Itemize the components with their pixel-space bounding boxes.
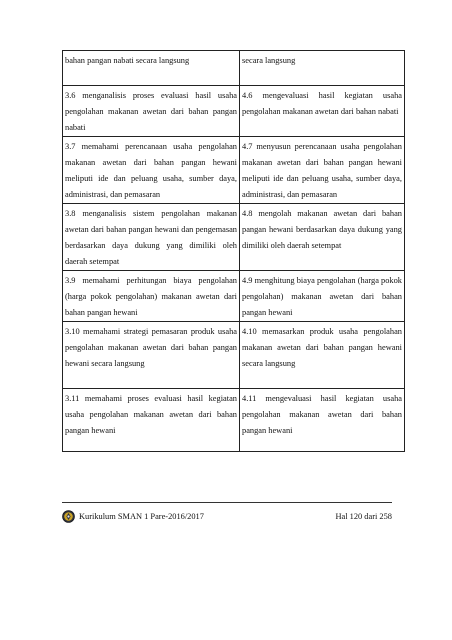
- table-row: [63, 51, 405, 86]
- cell-text: 4.7 menyusun perencanaan usaha pengolahan makanan awetan dari bahan pangan hewani meliputi ide dan peluang usaha, sumber daya, administrasi, dan pemasaran: [242, 142, 402, 199]
- cell-text: 3.7 memahami perencanaan usaha pengolahan makanan awetan dari bahan pangan hewani meliputi ide dan peluang usaha, sumber daya, administrasi, dan pemasaran: [65, 142, 237, 199]
- table-row: [63, 271, 405, 322]
- competency-table: [62, 50, 405, 452]
- page-footer: [62, 509, 392, 525]
- cell-text: bahan pangan nabati secara langsung: [65, 56, 190, 65]
- table-row: [63, 322, 405, 389]
- cell-text: 4.6 mengevaluasi hasil kegiatan usaha pengolahan makanan awetan dari bahan nabati: [242, 91, 402, 116]
- table-row: [63, 389, 405, 452]
- table-cell-right: [240, 389, 405, 452]
- cell-text: 3.8 menganalisis sistem pengolahan makanan awetan dari bahan pangan hewani dan pengemasan berdasarkan daya dukung yang dimiliki oleh daerah setempat: [65, 209, 237, 266]
- cell-text: secara langsung: [242, 56, 296, 65]
- table-cell-right: [240, 86, 405, 137]
- cell-text: 3.6 menganalisis proses evaluasi hasil usaha pengolahan makanan awetan dari bahan pangan nabati: [65, 91, 237, 132]
- table-cell-right: [240, 271, 405, 322]
- cell-text: 4.10 memasarkan produk usaha pengolahan makanan awetan dari bahan pangan hewani secara langsung: [242, 327, 402, 368]
- table-cell-right: [240, 137, 405, 204]
- table-row: [63, 137, 405, 204]
- cell-text: 4.11 mengevaluasi hasil kegiatan usaha pengolahan makanan awetan dari bahan pangan hewani: [242, 394, 402, 435]
- table-cell-left: [63, 51, 240, 86]
- footer-divider: [62, 502, 392, 503]
- cell-text: 3.9 memahami perhitungan biaya pengolahan (harga pokok pengolahan) makanan awetan dari bahan pangan hewani: [65, 276, 237, 317]
- cell-text: 3.11 memahami proses evaluasi hasil kegiatan usaha pengolahan makanan awetan dari bahan pangan hewani: [65, 394, 237, 435]
- table-cell-right: [240, 51, 405, 86]
- table-cell-right: [240, 204, 405, 271]
- page-number: Hal 120 dari 258: [335, 512, 392, 521]
- cell-text: 4.8 mengolah makanan awetan dari bahan pangan hewani berdasarkan daya dukung yang dimiliki oleh daerah setempat: [242, 209, 402, 250]
- school-emblem-icon: [62, 510, 75, 523]
- footer-curriculum-label: Kurikulum SMAN 1 Pare-2016/2017: [79, 512, 204, 521]
- table-cell-left: [63, 137, 240, 204]
- table-cell-right: [240, 322, 405, 389]
- table-cell-left: [63, 271, 240, 322]
- cell-text: 4.9 menghitung biaya pengolahan (harga pokok pengolahan) makanan awetan dari bahan pangan hewani: [242, 276, 402, 317]
- cell-text: 3.10 memahami strategi pemasaran produk usaha pengolahan makanan awetan dari bahan pangan hewani secara langsung: [65, 327, 237, 368]
- table-cell-left: [63, 322, 240, 389]
- table-row: [63, 204, 405, 271]
- table-cell-left: [63, 389, 240, 452]
- table-row: [63, 86, 405, 137]
- table-cell-left: [63, 204, 240, 271]
- table-cell-left: [63, 86, 240, 137]
